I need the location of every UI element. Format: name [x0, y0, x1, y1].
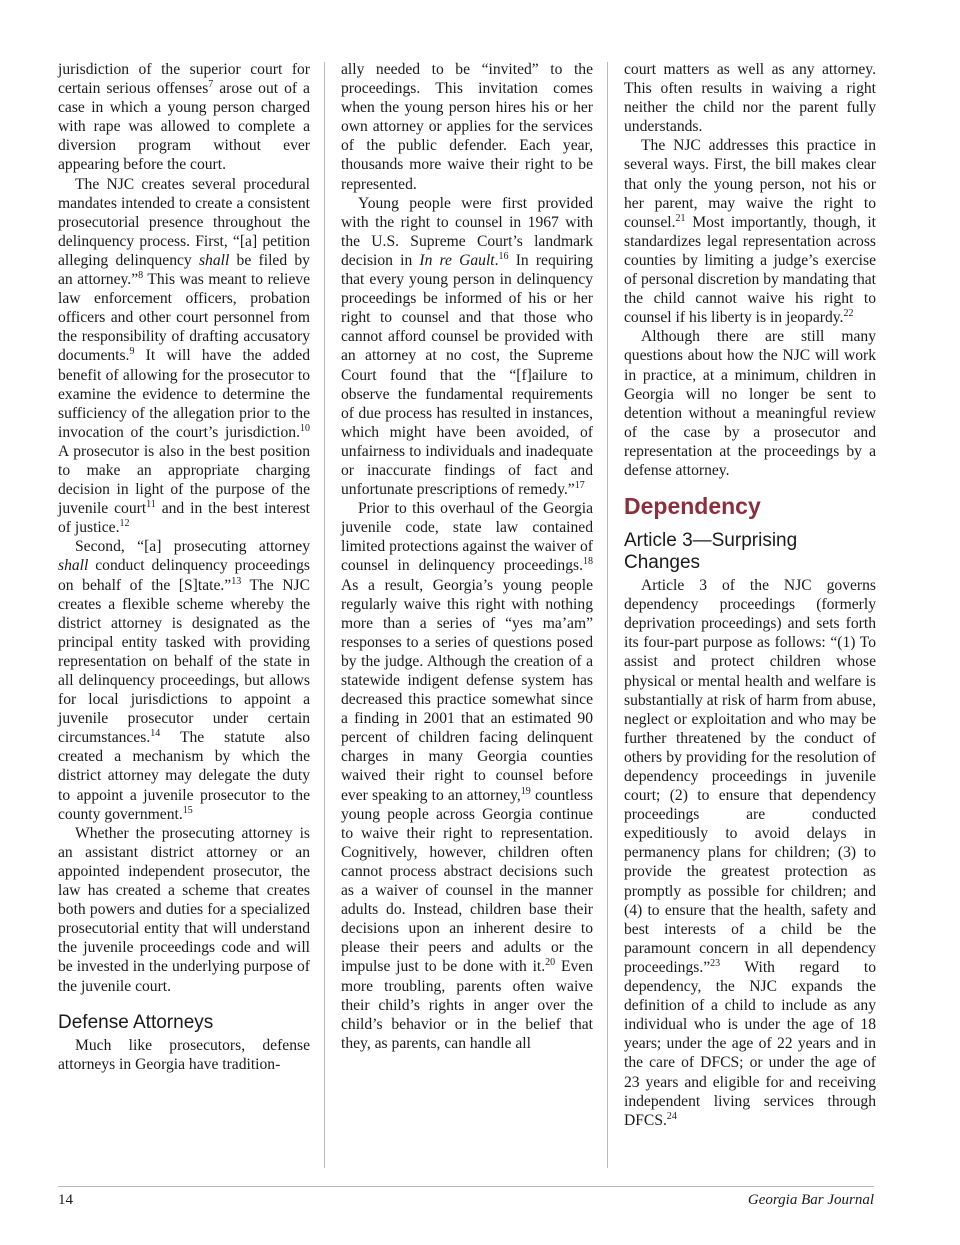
footnote-ref: 15: [182, 804, 193, 816]
footnote-ref: 18: [583, 556, 593, 568]
footnote-ref: 24: [666, 1110, 677, 1122]
footnote-ref: 22: [843, 308, 854, 320]
paragraph: Article 3 of the NJC governs dependency proceedings (formerly deprivation proceedings) and sets forth its four-part purpose as follows: “(1) To assist and protect children whose physical or mental health and welfare is substantially at risk of harm from abuse, neglect or exploitation and who may be further threatened by the conduct of others by providing for the resolution of dependency proceedings in juvenile court; (2) to ensure that dependency proceedings are conducted expeditiously to avoid delays in permanency plans for children; (3) to provide the greatest protection as promptly as possible for children; and (4) to ensure that the health, safety and best interests of a child be the paramount concern in all dependency proceedings.”$^{23}$ With regard to dependency, the NJC expands the definition of a child to include as any individual who is under the age of 18 years; under the age of 22 years and in the care of DFCS; or under the age of 23 years and eligible for and receiving independent living services through DFCS.$^{24}$: [624, 577, 876, 1129]
section-heading-defense-attorneys: Defense Attorneys: [58, 1011, 214, 1033]
column-divider: [607, 62, 608, 1168]
footer-divider: [58, 1186, 874, 1187]
text-column-2: [341, 60, 593, 1053]
paragraph: jurisdiction of the superior court for certain serious offenses$^7$ arose out of a case in which a young person charged with rape was allowed to complete a diversion program without ever appearing before the court.: [58, 61, 310, 174]
text-column-3: [624, 60, 876, 1130]
footnote-ref: 21: [675, 212, 686, 224]
footnote-ref: 23: [710, 957, 721, 969]
footnote-ref: 12: [119, 518, 130, 530]
footnote-ref: 8: [138, 270, 144, 282]
column-divider: [324, 62, 325, 1168]
footnote-ref: 20: [545, 957, 556, 969]
text-column-1: [58, 60, 310, 1074]
page-number: 14: [58, 1192, 73, 1208]
footnote-ref: 7: [208, 79, 214, 91]
paragraph: court matters as well as any attorney. This often results in waiving a right neither the child nor the parent fully understands.: [624, 61, 876, 136]
footnote-ref: 16: [498, 250, 509, 262]
paragraph: Young people were first provided with the right to counsel in 1967 with the U.S. Supreme Court’s landmark decision in In re Gault.$^{16}$ In requiring that every young person in delinquency proceedings be informed of his or her right to counsel and that those who cannot afford counsel be provided with an attorney at no cost, the Supreme Court found that the “[f]ailure to observe the fundamental requirements of due process has resulted in instances, which might have been avoided, of unfairness to individuals and inadequate or inaccurate findings of fact and unfortunate prescriptions of remedy.”$^{17}$: [341, 194, 593, 499]
footnote-ref: 17: [574, 480, 585, 492]
subsection-heading-article-3: Article 3—Surprising Changes: [624, 530, 798, 574]
section-heading-dependency: Dependency: [624, 493, 761, 520]
paragraph: The NJC creates several procedural mandates intended to create a consistent prosecutorial presence throughout the delinquency process. First, “[a] petition alleging delinquency shall be filed by an attorney.”$^8$ This was meant to relieve law enforcement officers, probation officers and other court personnel from the responsibility of drafting accusatory documents.$^9$ It will have the added benefit of allowing for the prosecutor to examine the evidence to determine the sufficiency of the allegation prior to the invocation of the court’s jurisdiction.$^{10}$ A prosecutor is also in the best position to make an appropriate charging decision in light of the purpose of the juvenile court$^{11}$ and in the best interest of justice.$^{12}$: [58, 175, 310, 537]
footnote-ref: 10: [300, 422, 310, 434]
paragraph: Second, “[a] prosecuting attorney shall conduct delinquency proceedings on behalf of the [S]tate.”$^{13}$ The NJC creates a flexible scheme whereby the district attorney is designated as the principal entity tasked with providing representation on behalf of the state in all delinquency proceedings, but allows for local jurisdictions to appoint a juvenile prosecutor under certain circumstances.$^{14}$ The statute also created a mechanism by which the district attorney may delegate the duty to appoint a juvenile prosecutor to the county government.$^{15}$: [58, 538, 310, 823]
paragraph: Although there are still many questions about how the NJC will work in practice, at a minimum, children in Georgia will no longer be sent to detention without a meaningful review of the case by a prosecutor and representation at the proceedings by a defense attorney.: [624, 328, 876, 479]
footnote-ref: 13: [231, 575, 242, 587]
paragraph: The NJC addresses this practice in several ways. First, the bill makes clear that only the young person, not his or her parent, may waive the right to counsel.$^{21}$ Most importantly, though, it standardizes legal representation across counties by limiting a judge’s exercise of personal discretion by mandating that the child cannot waive his right to counsel if his liberty is in jeopardy.$^{22}$: [624, 137, 876, 327]
footnote-ref: 19: [520, 785, 531, 797]
paragraph: Prior to this overhaul of the Georgia juvenile code, state law contained limited protections against the waiver of counsel in delinquency proceedings.$^{18}$ As a result, Georgia’s young people regularly waive this right with nothing more than a series of “yes ma’am” responses to a series of questions posed by the judge. Although the creation of a statewide indigent defense system has decreased this practice somewhat since a finding in 2001 that an estimated 90 percent of children facing delinquent charges in many Georgia counties waived their right to counsel before ever speaking to an attorney,$^{19}$ countless young people across Georgia continue to waive their right to representation. Cognitively, however, children often cannot process abstract decisions such as a waiver of counsel in the manner adults do. Instead, children base their decisions upon an inherent desire to please their peers and adults or the impulse just to be done with it.$^{20}$ Even more troubling, parents often waive their child’s rights in anger over the child’s behavior or in the belief that they, as parents, can handle all: [341, 500, 593, 1052]
footnote-ref: 9: [129, 346, 135, 358]
footnote-ref: 11: [146, 499, 156, 511]
paragraph: Whether the prosecuting attorney is an assistant district attorney or an appointed independent prosecutor, the law has created a scheme that creates both powers and duties for a specialized prosecutorial entity that will understand the juvenile proceedings code and will be invested in the underlying purpose of the juvenile court.: [58, 824, 310, 995]
journal-title: Georgia Bar Journal: [747, 1192, 874, 1208]
paragraph: ally needed to be “invited” to the proceedings. This invitation comes when the young person hires his or her own attorney or applies for the services of the public defender. Each year, thousands more waive their right to be represented.: [341, 61, 593, 193]
footnote-ref: 14: [150, 728, 161, 740]
paragraph: Much like prosecutors, defense attorneys in Georgia have tradition-: [58, 1036, 310, 1073]
case-citation: In re Gault: [419, 251, 495, 269]
